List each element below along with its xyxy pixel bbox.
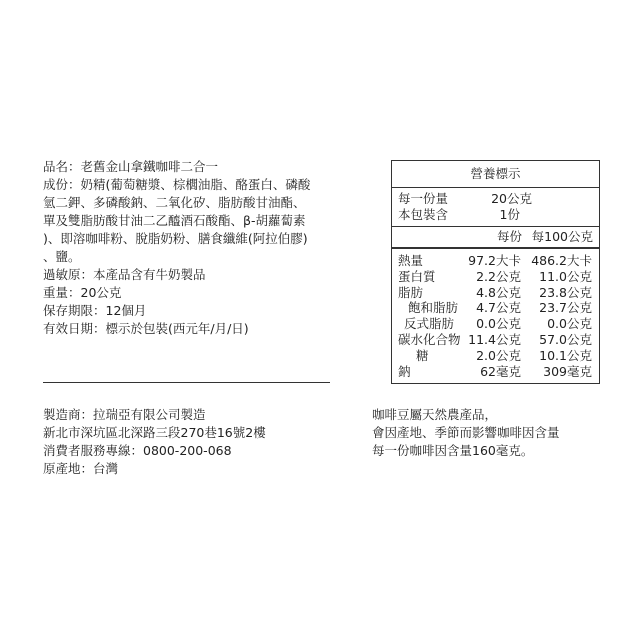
per-100g-value: 23.7公克 — [539, 300, 592, 316]
per-serving-value: 2.0公克 — [476, 347, 521, 363]
per-serving-header: 每份 — [496, 229, 522, 244]
ingredients-line: 氫二鉀、多磷酸鈉、二氧化矽、脂肪酸甘油酯、 — [43, 195, 306, 210]
servings-per-pack-label: 本包裝含 — [398, 207, 449, 222]
caffeine-note — [372, 406, 560, 460]
nutrient-name: 飽和脂肪 — [408, 300, 459, 316]
per-serving-value: 0.0公克 — [476, 316, 521, 332]
nutrient-name: 脂肪 — [398, 284, 424, 300]
per-100g-value: 23.8公克 — [539, 284, 592, 300]
nutrient-row — [392, 332, 599, 348]
allergen-info: 過敏原：本產品含有牛奶製品 — [43, 267, 206, 282]
nutrient-row — [392, 253, 599, 269]
note-line: 會因產地、季節而影響咖啡因含量 — [372, 425, 560, 440]
per-100g-header: 每100公克 — [531, 229, 593, 244]
ingredients-line: )、即溶咖啡粉、脫脂奶粉、膳食纖維(阿拉伯膠) — [43, 231, 308, 246]
per-100g-value: 309毫克 — [543, 363, 592, 379]
per-100g-value: 10.1公克 — [539, 347, 592, 363]
nutrient-name: 反式脂肪 — [404, 316, 455, 332]
nutrition-title: 營養標示 — [470, 166, 521, 181]
column-headers — [392, 227, 599, 247]
nutrient-row — [392, 285, 599, 301]
manufacturer-name: 製造商：拉瑞亞有限公司製造 — [43, 407, 206, 422]
nutrient-name: 熱量 — [398, 253, 424, 268]
nutrient-row — [392, 316, 599, 332]
nutrient-row — [392, 269, 599, 285]
customer-service-line: 消費者服務專線：0800-200-068 — [43, 443, 232, 458]
per-100g-value: 57.0公克 — [539, 331, 592, 347]
ingredients-line: 成份：奶精(葡萄糖漿、棕櫚油脂、酪蛋白、磷酸 — [43, 177, 311, 192]
nutrient-rows — [392, 249, 599, 379]
nutrient-name: 鈉 — [398, 363, 411, 379]
per-100g-value: 0.0公克 — [547, 316, 592, 332]
note-line: 每一份咖啡因含量160毫克。 — [372, 443, 534, 458]
note-line: 咖啡豆屬天然農產品， — [372, 407, 498, 422]
serving-size-label: 每一份量 — [398, 191, 449, 206]
nutrition-facts-table — [391, 160, 600, 384]
nutrient-name: 蛋白質 — [398, 268, 436, 284]
shelf-life: 保存期限：12個月 — [43, 303, 147, 318]
per-serving-value: 4.7公克 — [476, 300, 521, 316]
serving-size-value: 20公克 — [491, 191, 532, 206]
per-100g-value: 486.2大卡 — [531, 253, 592, 268]
per-100g-value: 11.0公克 — [539, 268, 592, 284]
manufacturer-address: 新北市深坑區北深路三段270巷16號2樓 — [43, 425, 266, 440]
serving-info — [392, 188, 599, 226]
net-weight: 重量：20公克 — [43, 285, 122, 300]
nutrient-row — [392, 348, 599, 364]
expiry-info: 有效日期：標示於包裝(西元年/月/日) — [43, 321, 249, 336]
per-serving-value: 97.2大卡 — [468, 253, 521, 268]
product-name: 品名：老舊金山拿鐵咖啡二合一 — [43, 159, 219, 174]
per-serving-value: 62毫克 — [480, 363, 521, 379]
nutrient-row — [392, 300, 599, 316]
nutrient-row — [392, 364, 599, 380]
product-info — [43, 158, 348, 338]
per-serving-value: 2.2公克 — [476, 268, 521, 284]
ingredients-line: 單及雙脂肪酸甘油二乙醯酒石酸酯、β-胡蘿蔔素 — [43, 213, 306, 228]
ingredients-line: 、鹽。 — [43, 249, 81, 264]
manufacturer-info — [43, 406, 266, 478]
divider — [43, 382, 330, 383]
per-serving-value: 4.8公克 — [476, 284, 521, 300]
servings-per-pack-value: 1份 — [499, 207, 520, 222]
origin-country: 原產地：台灣 — [43, 461, 119, 476]
nutrient-name: 糖 — [416, 347, 429, 363]
nutrient-name: 碳水化合物 — [398, 331, 461, 347]
per-serving-value: 11.4公克 — [468, 331, 521, 347]
